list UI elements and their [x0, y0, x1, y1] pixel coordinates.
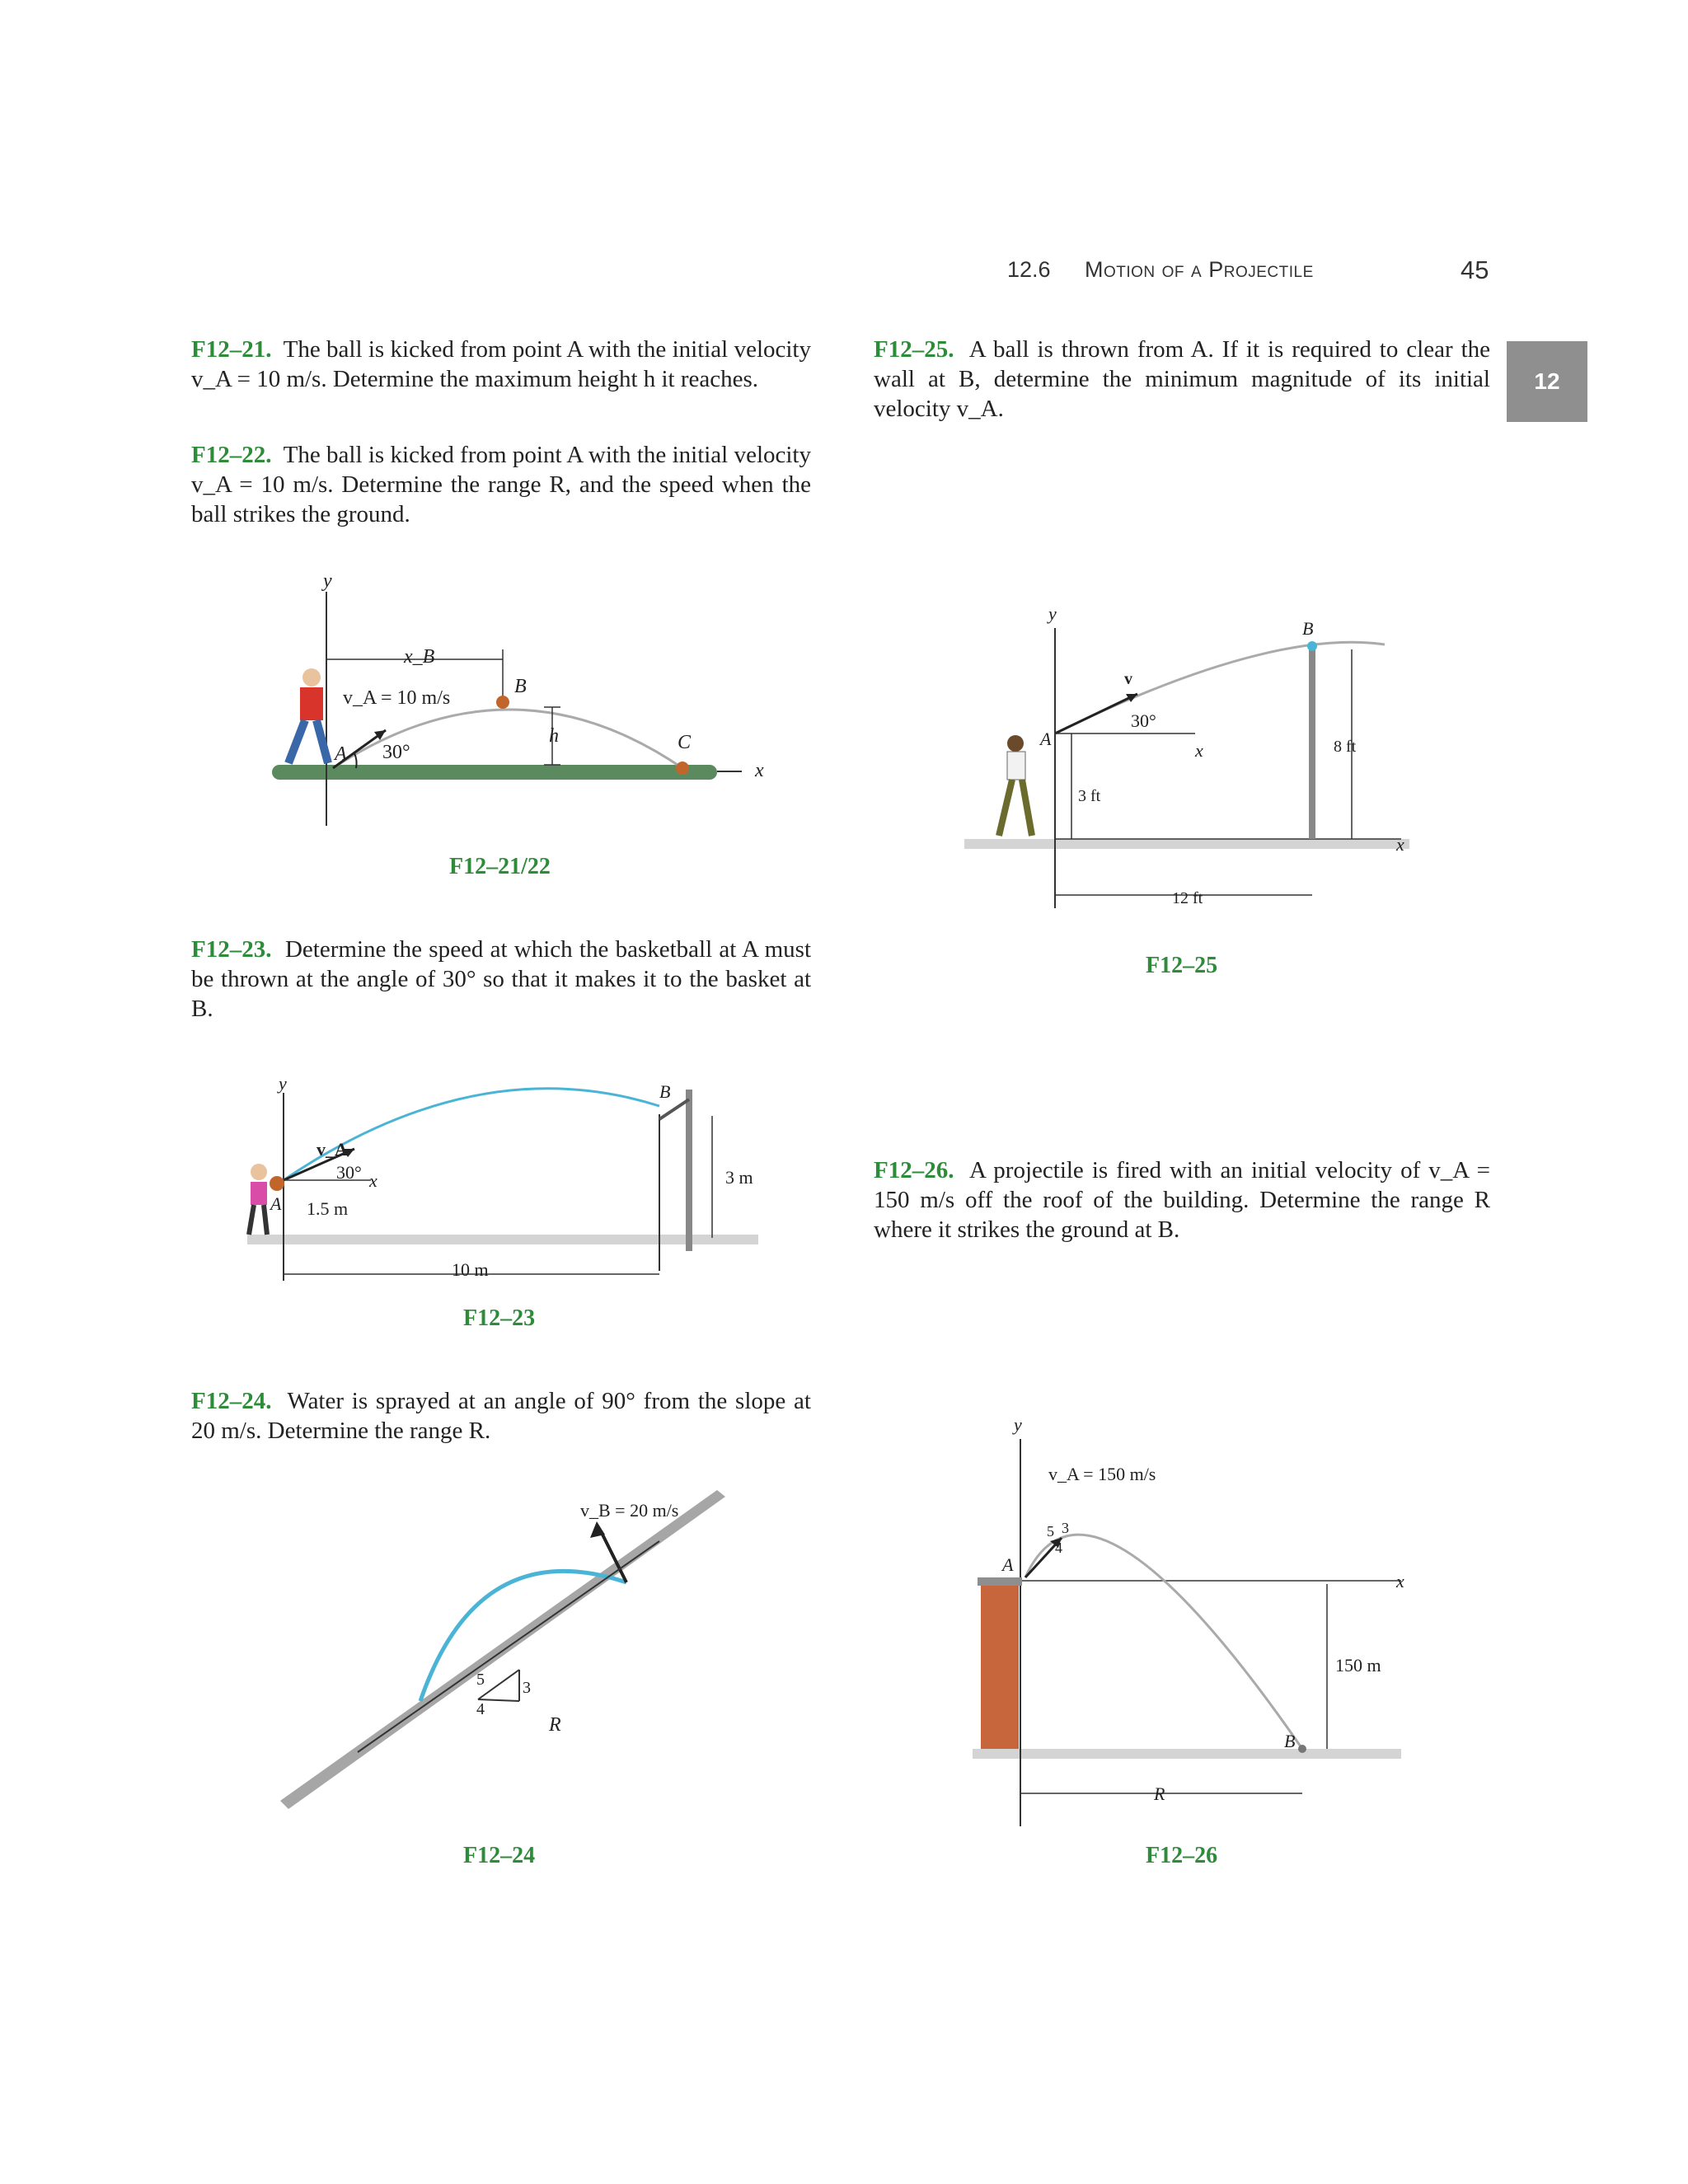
svg-text:30°: 30°	[382, 742, 410, 763]
svg-text:B: B	[659, 1081, 671, 1102]
svg-text:B: B	[1302, 618, 1314, 639]
svg-text:v_A = 150 m/s: v_A = 150 m/s	[1048, 1464, 1156, 1484]
figure-caption-f12-25: F12–25	[1146, 953, 1218, 978]
svg-text:B: B	[514, 676, 527, 697]
svg-text:1.5 m: 1.5 m	[307, 1198, 349, 1219]
svg-text:y: y	[323, 570, 332, 592]
svg-text:R: R	[1154, 1783, 1165, 1804]
figure-f12-25	[956, 595, 1418, 925]
svg-text:5: 5	[1047, 1523, 1054, 1540]
svg-text:4: 4	[476, 1700, 485, 1718]
svg-text:150 m: 150 m	[1335, 1655, 1381, 1675]
problem-f12-22: F12–22. The ball is kicked from point A with the initial velocity v_A = 10 m/s. Determine the range R, and the speed when the ball strikes the ground.	[191, 442, 811, 527]
svg-text:x: x	[1396, 834, 1404, 855]
figure-caption-f12-21-22: F12–21/22	[449, 854, 551, 879]
svg-text:x: x	[1396, 1571, 1404, 1591]
svg-text:A: A	[335, 743, 347, 765]
svg-text:v_B = 20 m/s: v_B = 20 m/s	[580, 1500, 679, 1521]
svg-text:12 ft: 12 ft	[1172, 889, 1203, 907]
svg-text:30°: 30°	[336, 1162, 362, 1183]
svg-text:5: 5	[476, 1671, 485, 1689]
svg-text:y: y	[1048, 603, 1057, 624]
player-figure	[249, 1164, 267, 1235]
figure-f12-26	[956, 1414, 1418, 1843]
problem-f12-25: F12–25. A ball is thrown from A. If it is required to clear the wall at B, determine the minimum magnitude of its initial velocity v_A.	[874, 336, 1490, 422]
svg-text:B: B	[1284, 1731, 1296, 1751]
figure-f12-21-22	[264, 570, 775, 841]
chapter-tab: 12	[1507, 341, 1587, 422]
svg-text:A: A	[1040, 729, 1052, 749]
problem-f12-21: F12–21. The ball is kicked from point A with the initial velocity v_A = 10 m/s. Determine the maximum height h it reaches.	[191, 336, 811, 392]
svg-text:10 m: 10 m	[452, 1259, 489, 1280]
figure-caption-f12-23: F12–23	[463, 1305, 536, 1331]
svg-text:y: y	[1014, 1414, 1022, 1435]
svg-text:3 m: 3 m	[725, 1167, 753, 1188]
thrower-figure	[999, 735, 1032, 836]
svg-text:C: C	[678, 732, 692, 753]
svg-text:R: R	[549, 1714, 561, 1736]
svg-text:x: x	[755, 760, 764, 781]
page-number: 45	[1461, 255, 1489, 284]
svg-text:4: 4	[1055, 1540, 1062, 1556]
svg-text:A: A	[270, 1193, 282, 1214]
figure-f12-24	[272, 1483, 750, 1830]
svg-text:x_B: x_B	[404, 646, 435, 668]
svg-text:3: 3	[523, 1679, 531, 1697]
figure-caption-f12-26: F12–26	[1146, 1843, 1218, 1868]
svg-text:8 ft: 8 ft	[1334, 738, 1357, 756]
kicker-figure	[288, 668, 328, 763]
svg-text:v_A = 10 m/s: v_A = 10 m/s	[343, 687, 451, 709]
problem-f12-23: F12–23. Determine the speed at which the basketball at A must be thrown at the angle of 30° so that it makes it to the basket at B.	[191, 936, 812, 1022]
svg-text:A: A	[1002, 1554, 1014, 1575]
problem-f12-24: F12–24. Water is sprayed at an angle of 90° from the slope at 20 m/s. Determine the range R.	[191, 1388, 811, 1444]
svg-text:3: 3	[1062, 1520, 1069, 1536]
section-number: 12.6	[1007, 257, 1051, 282]
svg-text:h: h	[549, 725, 559, 747]
problem-f12-26: F12–26. A projectile is fired with an initial velocity of v_A = 150 m/s off the roof of the building. Determine the range R where it strikes the ground at B.	[874, 1157, 1490, 1243]
svg-text:v_A: v_A	[316, 1139, 348, 1160]
svg-text:y: y	[279, 1073, 287, 1094]
svg-text:x: x	[1195, 740, 1203, 761]
svg-text:x: x	[369, 1170, 377, 1191]
svg-text:3 ft: 3 ft	[1078, 787, 1101, 805]
svg-text:30°: 30°	[1131, 710, 1156, 731]
section-title: Motion of a Projectile	[1085, 257, 1314, 282]
figure-f12-23	[231, 1073, 791, 1320]
svg-text:v: v	[1124, 670, 1132, 688]
figure-caption-f12-24: F12–24	[463, 1843, 536, 1868]
